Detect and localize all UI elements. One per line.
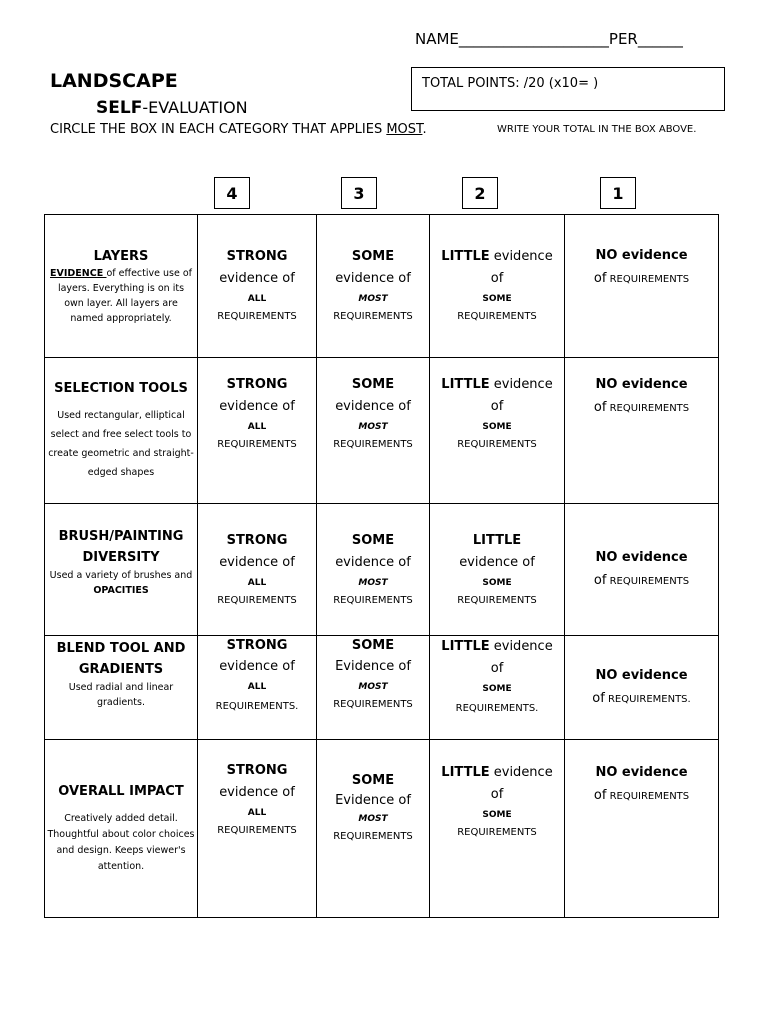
category-title: LAYERS [93,248,149,264]
score-3-cell[interactable]: SOME Evidence of MOST REQUIREMENTS [317,636,430,740]
table-row [45,740,719,918]
rubric-table [44,214,719,918]
score-1-cell[interactable]: NO evidence of REQUIREMENTS [565,504,719,636]
subtitle-self: SELF [96,98,143,118]
score-box-2[interactable]: 2 [462,177,498,209]
score-3-cell[interactable]: SOME evidence of MOST REQUIREMENTS [317,358,430,504]
table-row [45,636,719,740]
score-4-cell[interactable]: STRONG evidence of ALL REQUIREMENTS. [198,636,317,740]
score-3-cell[interactable]: SOME evidence of MOST REQUIREMENTS [317,504,430,636]
category-description: Used radial and linear gradients. [68,682,174,708]
score-4-cell[interactable]: STRONG evidence of ALL REQUIREMENTS [198,740,317,918]
category-title: SELECTION TOOLS [54,381,188,396]
category-cell [45,504,198,636]
score-1-cell[interactable]: NO evidence of REQUIREMENTS. [565,636,719,740]
score-4-cell[interactable]: STRONG evidence of ALL REQUIREMENTS [198,504,317,636]
instruction-emphasis: MOST [386,122,423,137]
page-subtitle [96,98,248,118]
table-row [45,358,719,504]
category-description: EVIDENCE of effective use of layers. Everything is on its own layer. All layers are named appropriately. [50,267,192,324]
instruction-text: CIRCLE THE BOX IN EACH CATEGORY THAT APPLIES MOST. [50,122,427,137]
category-cell [45,215,198,358]
score-1-cell[interactable]: NO evidence of REQUIREMENTS [565,358,719,504]
category-description: Used rectangular, elliptical select and free select tools to create geometric and straight-edged shapes [48,410,194,478]
category-description: Creatively added detail. Thoughtful about color choices and design. Keeps viewer's attention. [47,813,195,872]
category-title: OVERALL IMPACT [58,784,184,799]
total-points-label: TOTAL POINTS: /20 (x10= ) [422,76,599,91]
score-2-cell[interactable]: LITTLE evidence of SOME REQUIREMENTS [430,215,565,358]
page-title: LANDSCAPE [50,70,178,92]
category-cell [45,358,198,504]
category-description: Used a variety of brushes and OPACITIES [49,570,193,596]
table-row [45,504,719,636]
score-box-1[interactable]: 1 [600,177,636,209]
category-cell [45,636,198,740]
score-3-cell[interactable]: SOME Evidence of MOST REQUIREMENTS [317,740,430,918]
score-3-cell[interactable]: SOME evidence of MOST REQUIREMENTS [317,215,430,358]
score-1-cell[interactable]: NO evidence of REQUIREMENTS [565,215,719,358]
instruction-right: WRITE YOUR TOTAL IN THE BOX ABOVE. [497,124,697,135]
name-period-line[interactable]: NAME____________________PER______ [415,30,683,48]
score-2-cell[interactable]: LITTLE evidence of SOME REQUIREMENTS. [430,636,565,740]
total-points-box[interactable] [411,67,725,111]
category-title: BLEND TOOL AND GRADIENTS [56,641,186,677]
category-title: BRUSH/PAINTING DIVERSITY [58,529,184,565]
score-2-cell[interactable]: LITTLE evidence of SOME REQUIREMENTS [430,740,565,918]
score-box-4[interactable]: 4 [214,177,250,209]
score-2-cell[interactable]: LITTLE evidence of SOME REQUIREMENTS [430,358,565,504]
score-4-cell[interactable]: STRONG evidence of ALL REQUIREMENTS [198,358,317,504]
score-box-3[interactable]: 3 [341,177,377,209]
table-row [45,215,719,358]
score-4-cell[interactable]: STRONG evidence of ALL REQUIREMENTS [198,215,317,358]
score-1-cell[interactable]: NO evidence of REQUIREMENTS [565,740,719,918]
category-cell [45,740,198,918]
subtitle-evaluation: -EVALUATION [142,98,248,117]
score-2-cell[interactable]: LITTLE evidence of SOME REQUIREMENTS [430,504,565,636]
